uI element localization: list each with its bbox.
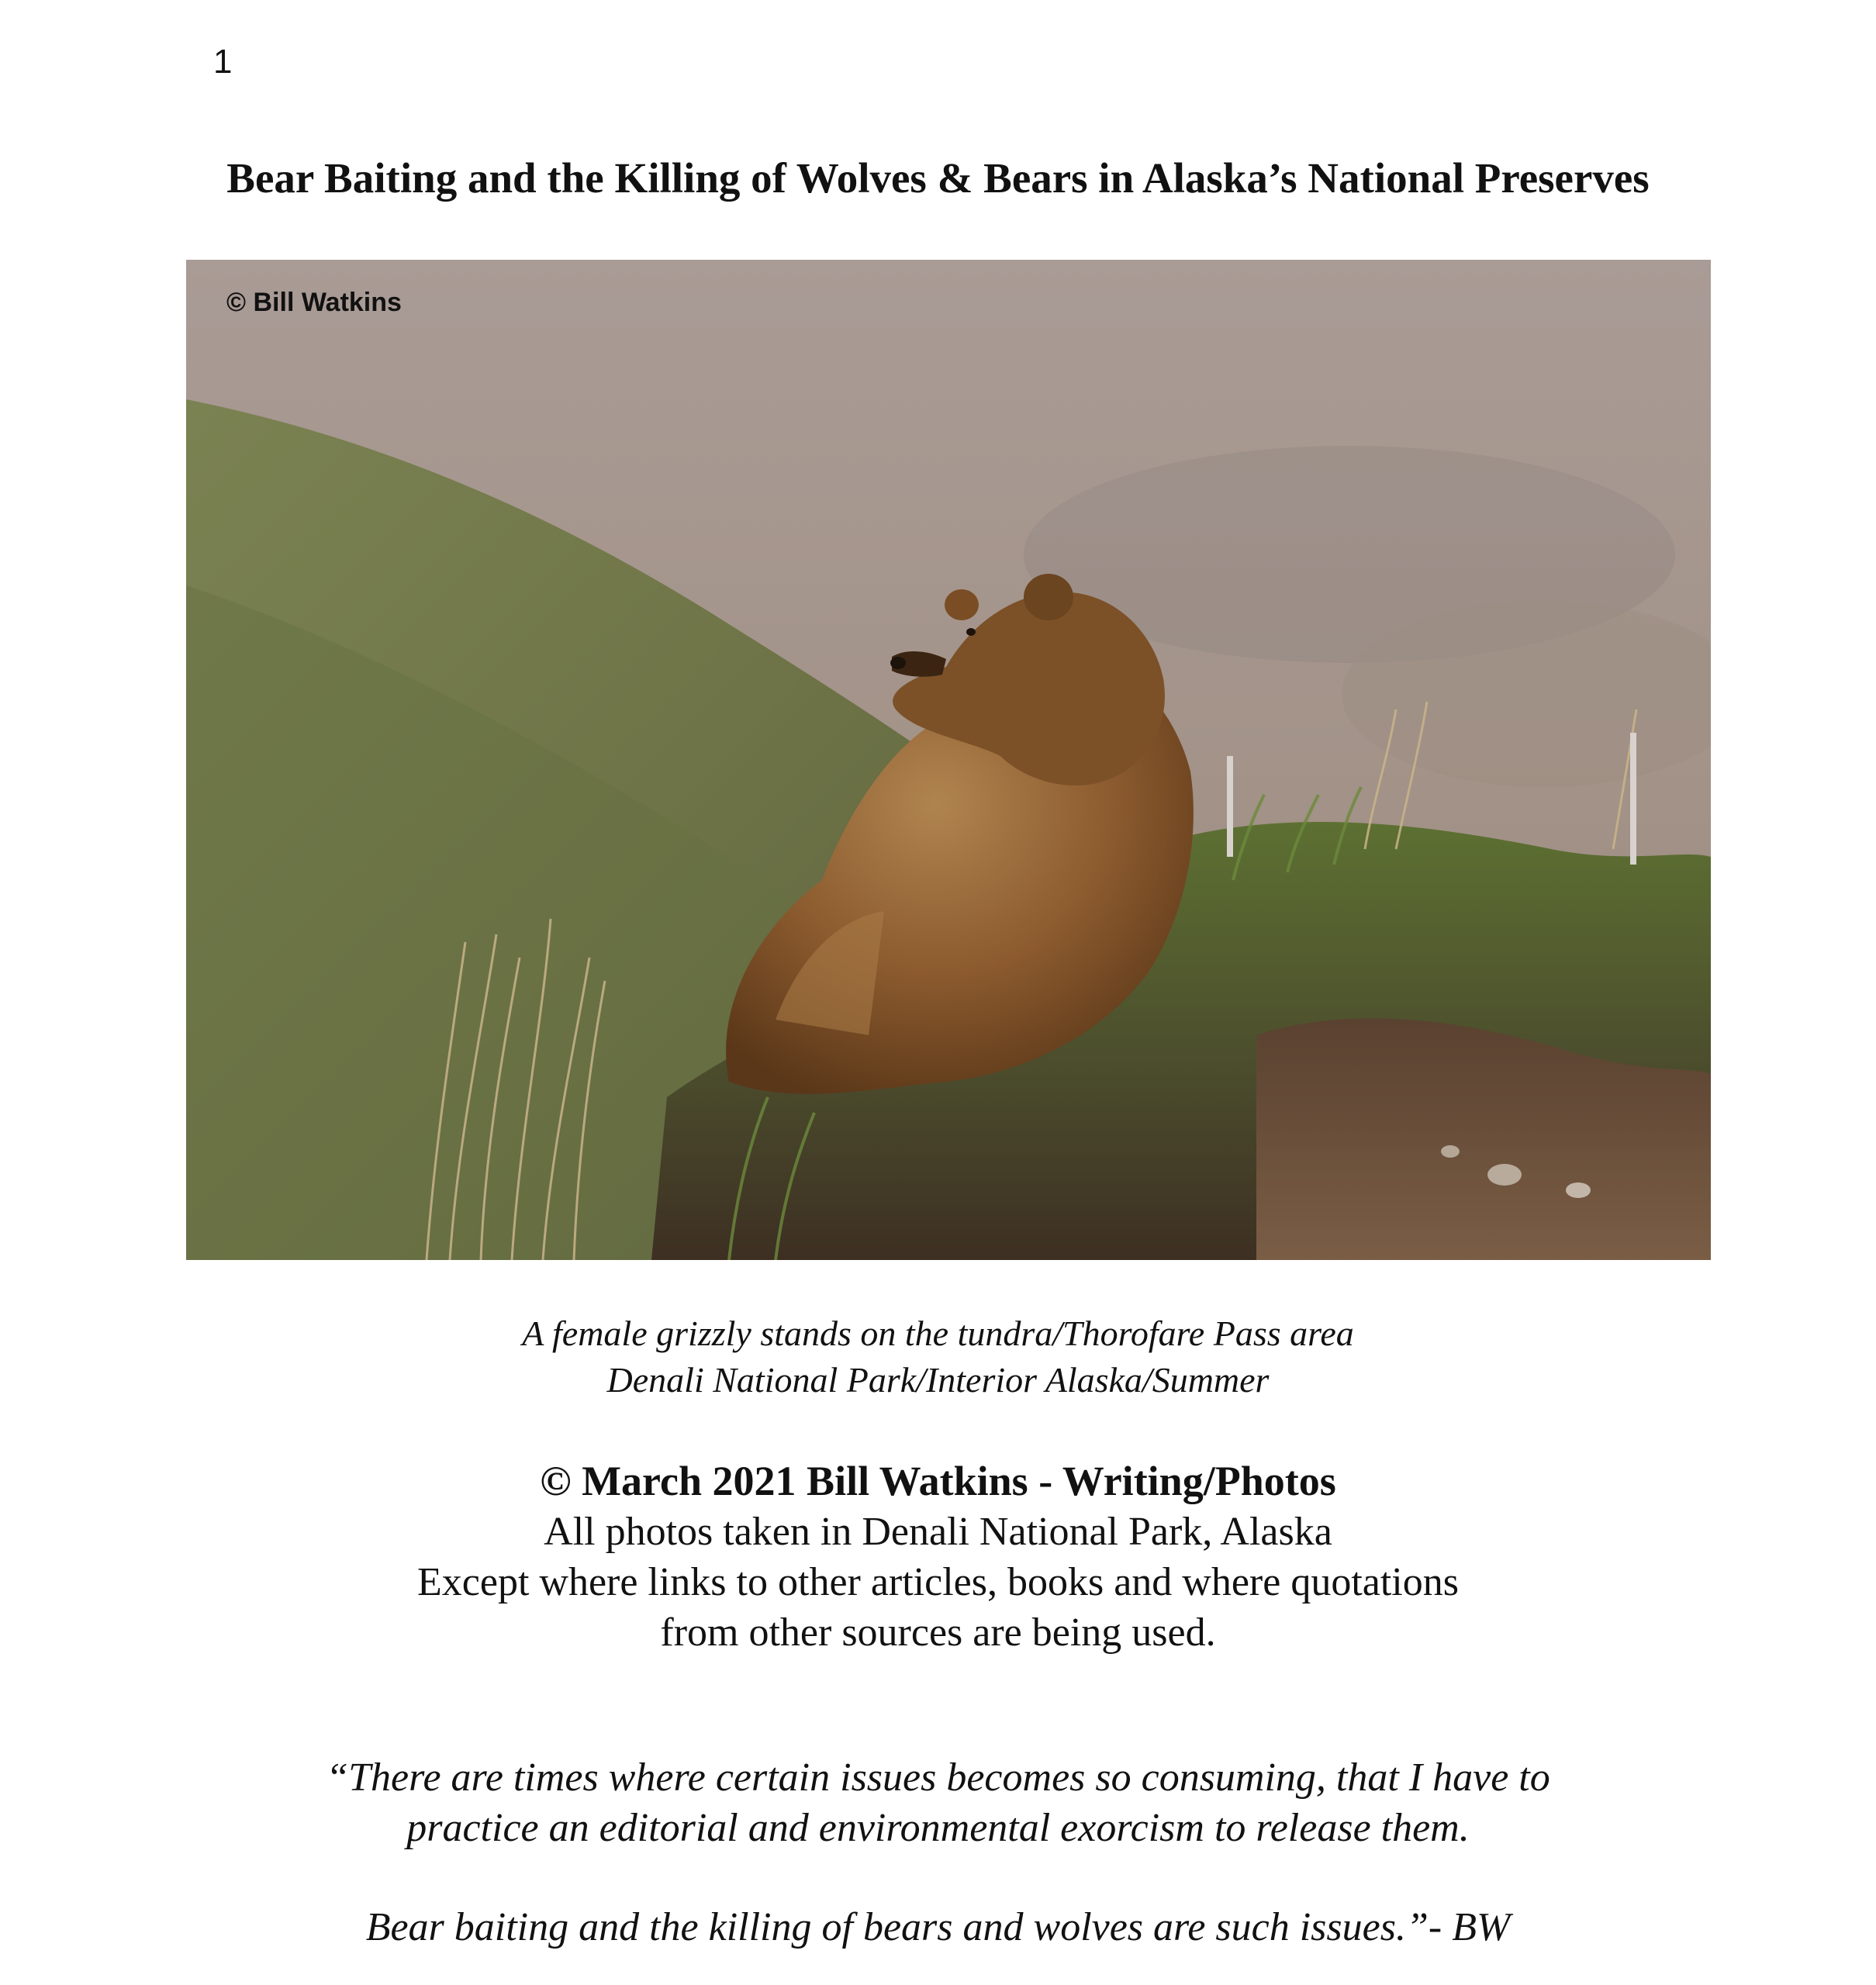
document-title: Bear Baiting and the Killing of Wolves & Bears in Alaska’s National Preserves — [226, 154, 1650, 202]
photo-caption — [0, 1310, 1876, 1403]
caption-line: A female grizzly stands on the tundra/Thorofare Pass area — [522, 1314, 1354, 1353]
quote-line: “There are times where certain issues becomes so consuming, that I have to — [326, 1755, 1550, 1800]
author-quote — [0, 1752, 1876, 1952]
quote-spacer — [0, 1853, 1876, 1902]
quote-line: practice an editorial and environmental exorcism to release them. — [406, 1806, 1470, 1850]
quote-line: Bear baiting and the killing of bears and wolves are such issues.”- BW — [365, 1905, 1511, 1949]
credits-line: All photos taken in Denali National Park, Alaska — [544, 1510, 1332, 1554]
page-number: 1 — [213, 43, 233, 81]
credits-block — [0, 1456, 1876, 1658]
credits-line: Except where links to other articles, books and where quotations — [417, 1560, 1459, 1604]
photo-illustration — [186, 260, 1711, 1260]
credits-line: from other sources are being used. — [660, 1610, 1216, 1655]
caption-line: Denali National Park/Interior Alaska/Summer — [606, 1360, 1270, 1400]
photo-credit: © Bill Watkins — [226, 288, 402, 317]
grizzly-bear-photo — [186, 260, 1711, 1260]
copyright-line: © March 2021 Bill Watkins - Writing/Photos — [540, 1458, 1336, 1504]
